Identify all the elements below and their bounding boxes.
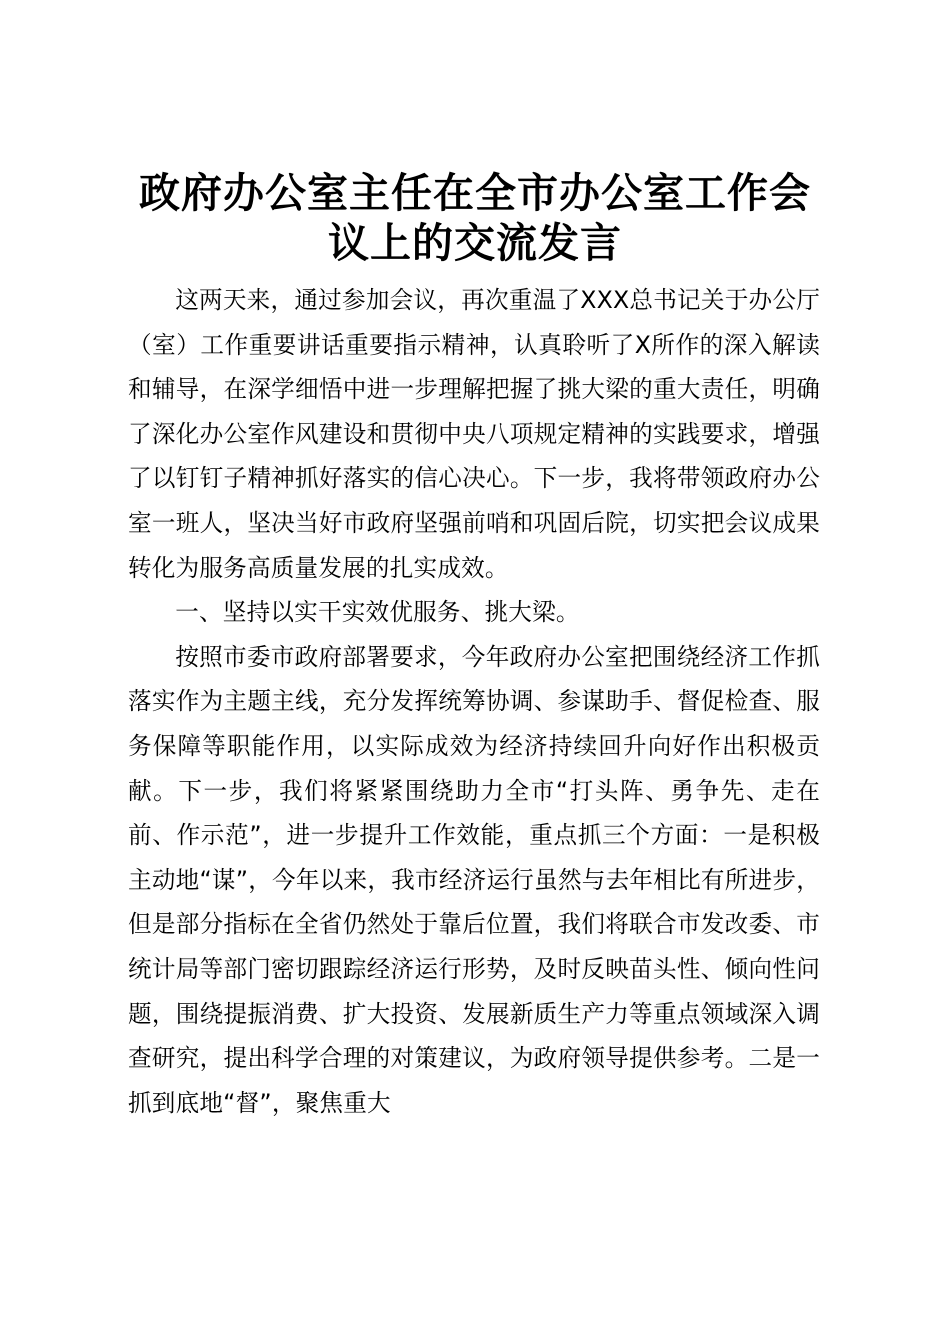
section-heading-1: 一、坚持以实干实效优服务、挑大梁。 — [175, 598, 580, 627]
document-title: 政府办公室主任在全市办公室工作会议上的交流发言 — [139, 169, 811, 267]
paragraph-section-1: 按照市委市政府部署要求，今年政府办公室把围绕经济工作抓落实作为主题主线，充分发挥统筹协调、参谋助手、督促检查、服务保障等职能作用，以实际成效为经济持续回升向好作出积极贡献。下一步，我们将紧紧围绕助力全市“打头阵、勇争先、走在前、作示范”，进一步提升工作效能，重点抓三个方面：一是积极主动地“谋”，今年以来，我市经济运行虽然与去年相比有所进步，但是部分指标在全省仍然处于靠后位置，我们将联合市发改委、市统计局等部门密切跟踪经济运行形势，及时反映苗头性、倾向性问题，围绕提振消费、扩大投资、发展新质生产力等重点领域深入调查研究，提出科学合理的对策建议，为政府领导提供参考。二是一抓到底地“督”，聚焦重大 — [128, 642, 820, 1117]
paragraph-intro: 这两天来，通过参加会议，再次重温了XXX总书记关于办公厅（室）工作重要讲话重要指示精神，认真聆听了X所作的深入解读和辅导，在深学细悟中进一步理解把握了挑大梁的重大责任，明确了深化办公室作风建设和贯彻中央八项规定精神的实践要求，增强了以钉钉子精神抓好落实的信心决心。下一步，我将带领政府办公室一班人，坚决当好市政府坚强前哨和巩固后院，切实把会议成果转化为服务高质量发展的扎实成效。 — [128, 286, 820, 582]
document-body — [128, 278, 820, 1125]
